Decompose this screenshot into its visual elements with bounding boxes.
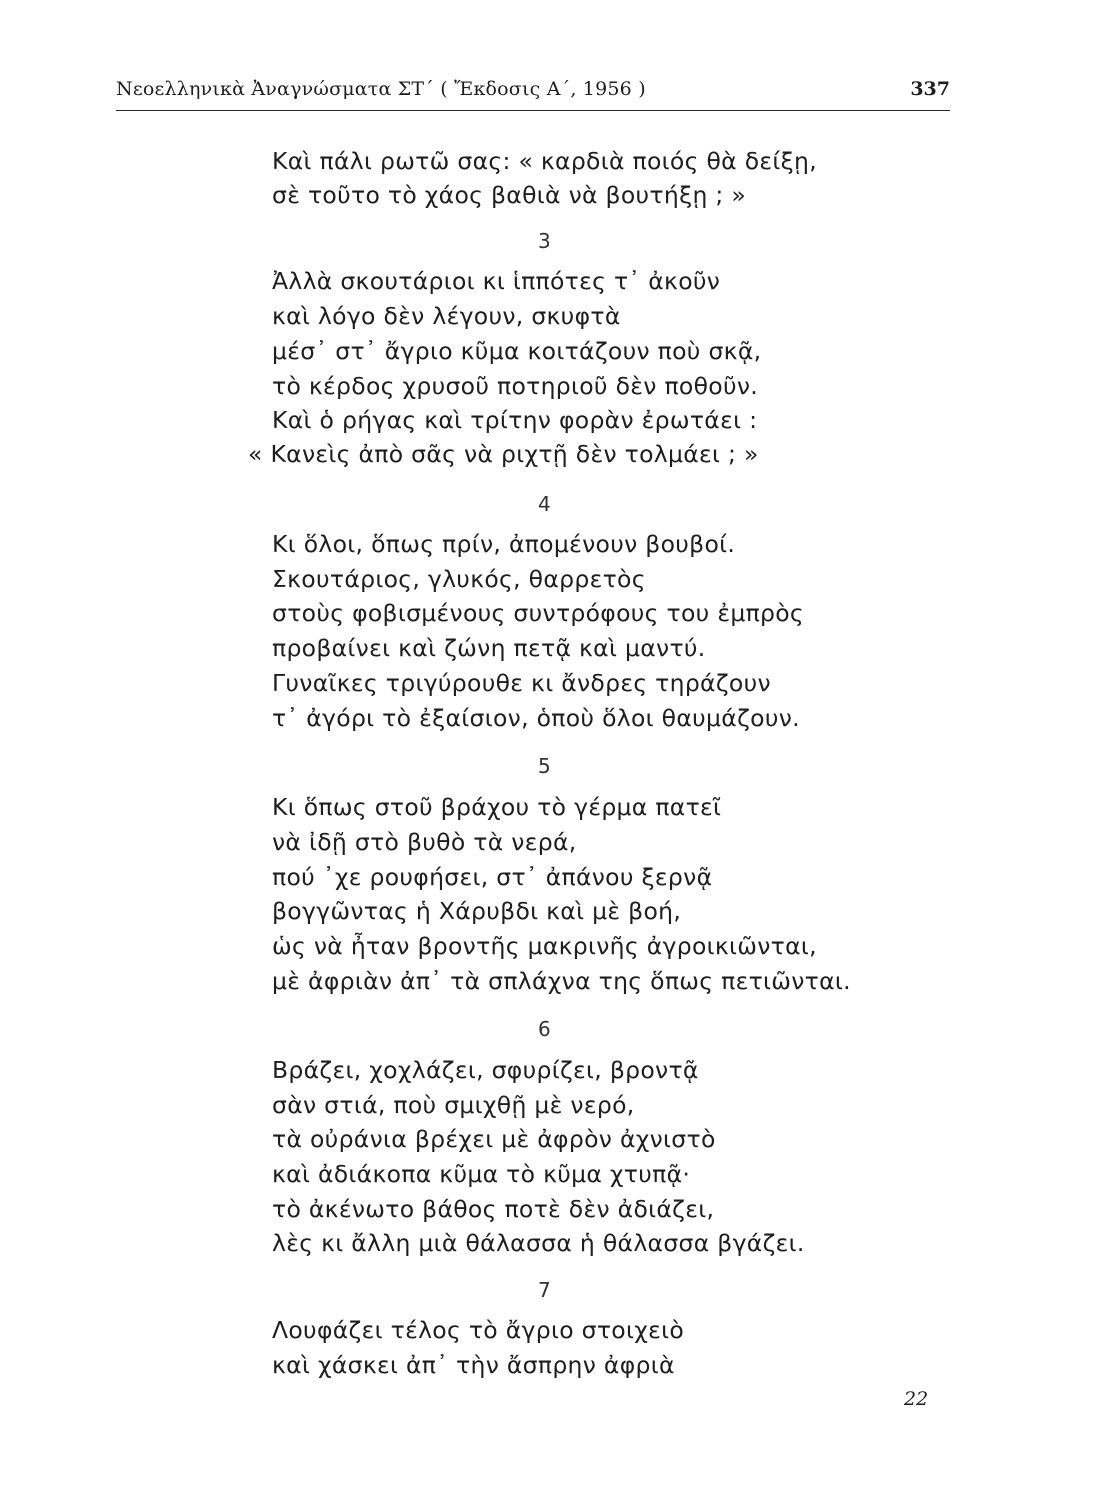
poem-line: μέσ᾽ στ᾽ ἄγριο κῦμα κοιτάζουν ποὺ σκᾷ, bbox=[272, 337, 762, 365]
poem-line: Κι ὅπως στοῦ βράχου τὸ γέρμα πατεῖ bbox=[272, 793, 722, 821]
signature-mark: 22 bbox=[904, 1388, 929, 1410]
poem-line: καὶ ἀδιάκοπα κῦμα τὸ κῦμα χτυπᾷ· bbox=[272, 1160, 691, 1188]
stanza-number: 3 bbox=[538, 229, 551, 253]
poem-line: τὰ οὐράνια βρέχει μὲ ἀφρὸν ἀχνιστὸ bbox=[272, 1125, 716, 1153]
poem-line: καὶ λόγο δὲν λέγουν, σκυφτὰ bbox=[272, 302, 621, 330]
poem-line: σὰν στιά, ποὺ σμιχθῇ μὲ νερό, bbox=[272, 1091, 635, 1119]
poem-line: προβαίνει καὶ ζώνη πετᾷ καὶ μαντύ. bbox=[272, 634, 706, 662]
poem-line: Βράζει, χοχλάζει, σφυρίζει, βροντᾷ bbox=[272, 1056, 699, 1084]
poem-line: τὸ κέρδος χρυσοῦ ποτηριοῦ δὲν ποθοῦν. bbox=[272, 372, 759, 400]
stanza-number: 5 bbox=[538, 754, 551, 778]
poem-line: τὸ ἀκένωτο βάθος ποτὲ δὲν ἀδιάζει, bbox=[272, 1195, 715, 1223]
poem-line: Καὶ πάλι ρωτῶ σας: « καρδιὰ ποιός θὰ δείξῃ, bbox=[272, 147, 818, 175]
stanza-number: 6 bbox=[538, 1017, 551, 1041]
poem-line: « Κανεὶς ἀπὸ σᾶς νὰ ριχτῇ δὲν τολμάει ; » bbox=[248, 440, 759, 468]
stanza-number: 7 bbox=[538, 1278, 551, 1302]
book-title: Νεοελληνικὰ Ἀναγνώσματα ΣΤ΄ ( Ἔκδοσις Α΄, 1956 ) bbox=[116, 78, 646, 100]
page-number: 337 bbox=[910, 78, 950, 100]
poem-line: στοὺς φοβισμένους συντρόφους του ἐμπρὸς bbox=[272, 599, 805, 627]
poem-line: τ᾽ ἀγόρι τὸ ἐξαίσιον, ὁποὺ ὅλοι θαυμάζουν. bbox=[272, 704, 800, 732]
poem-line: ὡς νὰ ἦταν βροντῆς μακρινῆς ἀγροικιῶνται, bbox=[272, 932, 817, 960]
poem-line: σὲ τοῦτο τὸ χάος βαθιὰ νὰ βουτήξῃ ; » bbox=[272, 181, 747, 209]
poem-line: πού ᾽χε ρουφήσει, στ᾽ ἀπάνου ξερνᾷ bbox=[272, 863, 713, 891]
poem-line: Κι ὅλοι, ὅπως πρίν, ἀπομένουν βουβοί. bbox=[272, 530, 736, 558]
poem-line: Ἀλλὰ σκουτάριοι κι ἱππότες τ᾽ ἀκοῦν bbox=[272, 267, 721, 295]
poem-line: Σκουτάριος, γλυκός, θαρρετὸς bbox=[272, 565, 646, 593]
stanza-number: 4 bbox=[538, 492, 551, 516]
running-header bbox=[116, 76, 950, 111]
poem-line: Καὶ ὁ ρήγας καὶ τρίτην φορὰν ἐρωτάει : bbox=[272, 406, 758, 434]
poem-line: νὰ ἰδῇ στὸ βυθὸ τὰ νερά, bbox=[272, 828, 577, 856]
poem-line: Γυναῖκες τριγύρουθε κι ἄνδρες τηράζουν bbox=[272, 669, 771, 697]
poem-line: βογγῶντας ἡ Χάρυβδι καὶ μὲ βοή, bbox=[272, 897, 682, 925]
poem-line: Λουφάζει τέλος τὸ ἄγριο στοιχειὸ bbox=[272, 1316, 685, 1344]
poem-line: λὲς κι ἄλλη μιὰ θάλασσα ἡ θάλασσα βγάζει. bbox=[272, 1229, 805, 1257]
poem-line: καὶ χάσκει ἀπ᾽ τὴν ἄσπρην ἀφριὰ bbox=[272, 1351, 675, 1379]
poem-line: μὲ ἀφριὰν ἀπ᾽ τὰ σπλάχνα της ὅπως πετιῶνται. bbox=[272, 967, 851, 995]
